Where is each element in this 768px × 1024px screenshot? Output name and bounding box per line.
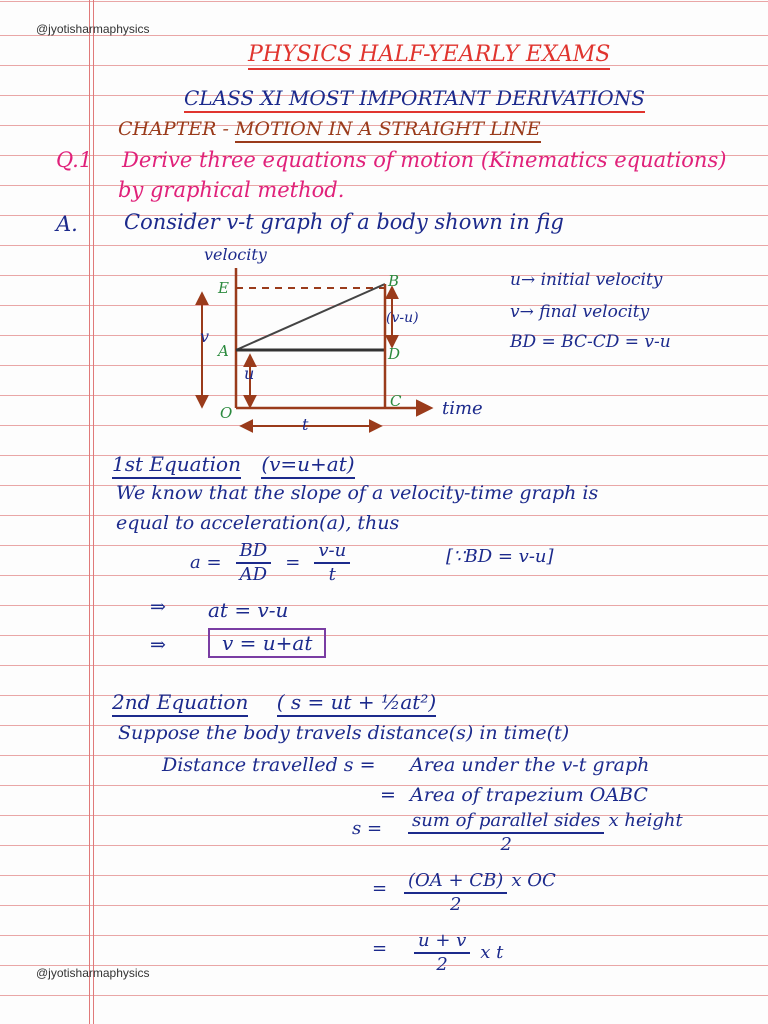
eq2-frac2 bbox=[404, 872, 507, 914]
question-line-2: by graphical method. bbox=[118, 178, 345, 202]
eq2-frac-uv bbox=[414, 932, 503, 974]
eq1-frac1-num: BD bbox=[236, 542, 272, 564]
question-number: Q.1 bbox=[56, 148, 93, 172]
eq2-frac-parallel bbox=[408, 812, 683, 854]
legend-u: u→ initial velocity bbox=[510, 270, 663, 290]
eq2-text-3-rhs: Area of trapezium OABC bbox=[410, 784, 648, 806]
eq1-step2-arrow: ⇒ bbox=[150, 634, 166, 656]
chapter-name: MOTION IN A STRAIGHT LINE bbox=[235, 118, 541, 143]
eq2-frac3-tail: x t bbox=[480, 942, 504, 963]
eq2-frac1 bbox=[408, 812, 604, 854]
eq1-note: [∵BD = v-u] bbox=[446, 546, 554, 567]
chapter-label: CHAPTER - bbox=[118, 118, 229, 140]
eq2-frac-oa-cb bbox=[404, 872, 556, 914]
eq2-text-2-lhs: Distance travelled s = bbox=[162, 754, 376, 776]
point-c: C bbox=[390, 392, 402, 410]
y-axis-label: velocity bbox=[204, 245, 267, 264]
eq2-heading bbox=[112, 692, 436, 712]
eq1-frac2-num: v-u bbox=[314, 542, 350, 564]
legend-v: v→ final velocity bbox=[510, 302, 650, 322]
eq1-frac-bd-ad bbox=[236, 542, 272, 584]
eq2-eq-b: = bbox=[372, 938, 388, 959]
page-subtitle bbox=[184, 88, 645, 108]
eq2-text-2-rhs: Area under the v-t graph bbox=[410, 754, 650, 776]
eq1-step1: at = v-u bbox=[208, 598, 289, 622]
eq1-frac-vu-t bbox=[314, 542, 350, 584]
eq2-heading-formula: ( s = ut + ½at²) bbox=[277, 690, 436, 717]
eq2-frac1-den: 2 bbox=[500, 834, 512, 855]
page-subtitle-text: CLASS XI MOST IMPORTANT DERIVATIONS bbox=[184, 86, 645, 113]
eq2-frac2-den: 2 bbox=[449, 894, 462, 915]
vt-graph bbox=[180, 238, 510, 438]
eq1-heading-formula: (v=u+at) bbox=[261, 452, 354, 479]
eq1-result-box: v = u+at bbox=[208, 628, 326, 658]
x-axis-label: time bbox=[442, 398, 483, 419]
eq2-frac2-tail: x OC bbox=[511, 870, 556, 891]
eq2-frac1-num: sum of parallel sides bbox=[408, 812, 604, 834]
v-label: v bbox=[200, 327, 210, 346]
eq2-frac3 bbox=[414, 932, 470, 974]
eq1-frac1-den: AD bbox=[239, 564, 268, 585]
point-d: D bbox=[388, 345, 401, 363]
eq2-text-3-eq: = bbox=[380, 784, 396, 806]
page-title-text: PHYSICS HALF-YEARLY EXAMS bbox=[248, 42, 610, 70]
eq1-heading-title: 1st Equation bbox=[112, 452, 241, 479]
point-o: O bbox=[220, 404, 233, 422]
question-line-1: Derive three equations of motion (Kinematics equations) bbox=[122, 148, 727, 172]
eq2-text-1: Suppose the body travels distance(s) in time(t) bbox=[118, 722, 570, 744]
eq2-s-lhs: s = bbox=[352, 818, 383, 839]
point-b: B bbox=[388, 272, 400, 290]
chapter-line bbox=[118, 120, 541, 139]
u-label: u bbox=[244, 364, 255, 383]
point-e: E bbox=[218, 279, 229, 297]
eq1-acceleration bbox=[190, 542, 350, 584]
eq1-step1-arrow: ⇒ bbox=[150, 596, 166, 618]
page-title bbox=[248, 44, 610, 66]
margin-line-inner bbox=[93, 0, 94, 1024]
watermark-bottom: @jyotisharmaphysics bbox=[36, 966, 150, 980]
t-label: t bbox=[302, 415, 309, 434]
watermark-top: @jyotisharmaphysics bbox=[36, 22, 150, 36]
eq1-heading bbox=[112, 454, 355, 474]
eq1-text-2: equal to acceleration(a), thus bbox=[116, 512, 400, 534]
eq2-frac3-den: 2 bbox=[436, 954, 448, 975]
answer-intro: Consider v-t graph of a body shown in fig bbox=[124, 210, 564, 234]
eq1-frac2-den: t bbox=[328, 564, 336, 585]
eq1-a-lhs: a = bbox=[190, 552, 222, 573]
eq1-text-1: We know that the slope of a velocity-time graph is bbox=[116, 482, 599, 504]
answer-label: A. bbox=[56, 212, 78, 236]
eq2-eq-a: = bbox=[372, 878, 388, 899]
eq2-heading-title: 2nd Equation bbox=[112, 690, 248, 717]
line-ab bbox=[236, 284, 385, 350]
legend-bd: BD = BC-CD = v-u bbox=[510, 332, 671, 352]
eq2-frac3-num: u + v bbox=[414, 932, 470, 954]
eq2-frac2-num: (OA + CB) bbox=[404, 872, 507, 894]
vu-label: (v-u) bbox=[386, 310, 419, 326]
eq2-frac1-tail: x height bbox=[608, 810, 683, 831]
eq1-eq-sign: = bbox=[285, 552, 301, 573]
point-a: A bbox=[218, 342, 229, 360]
